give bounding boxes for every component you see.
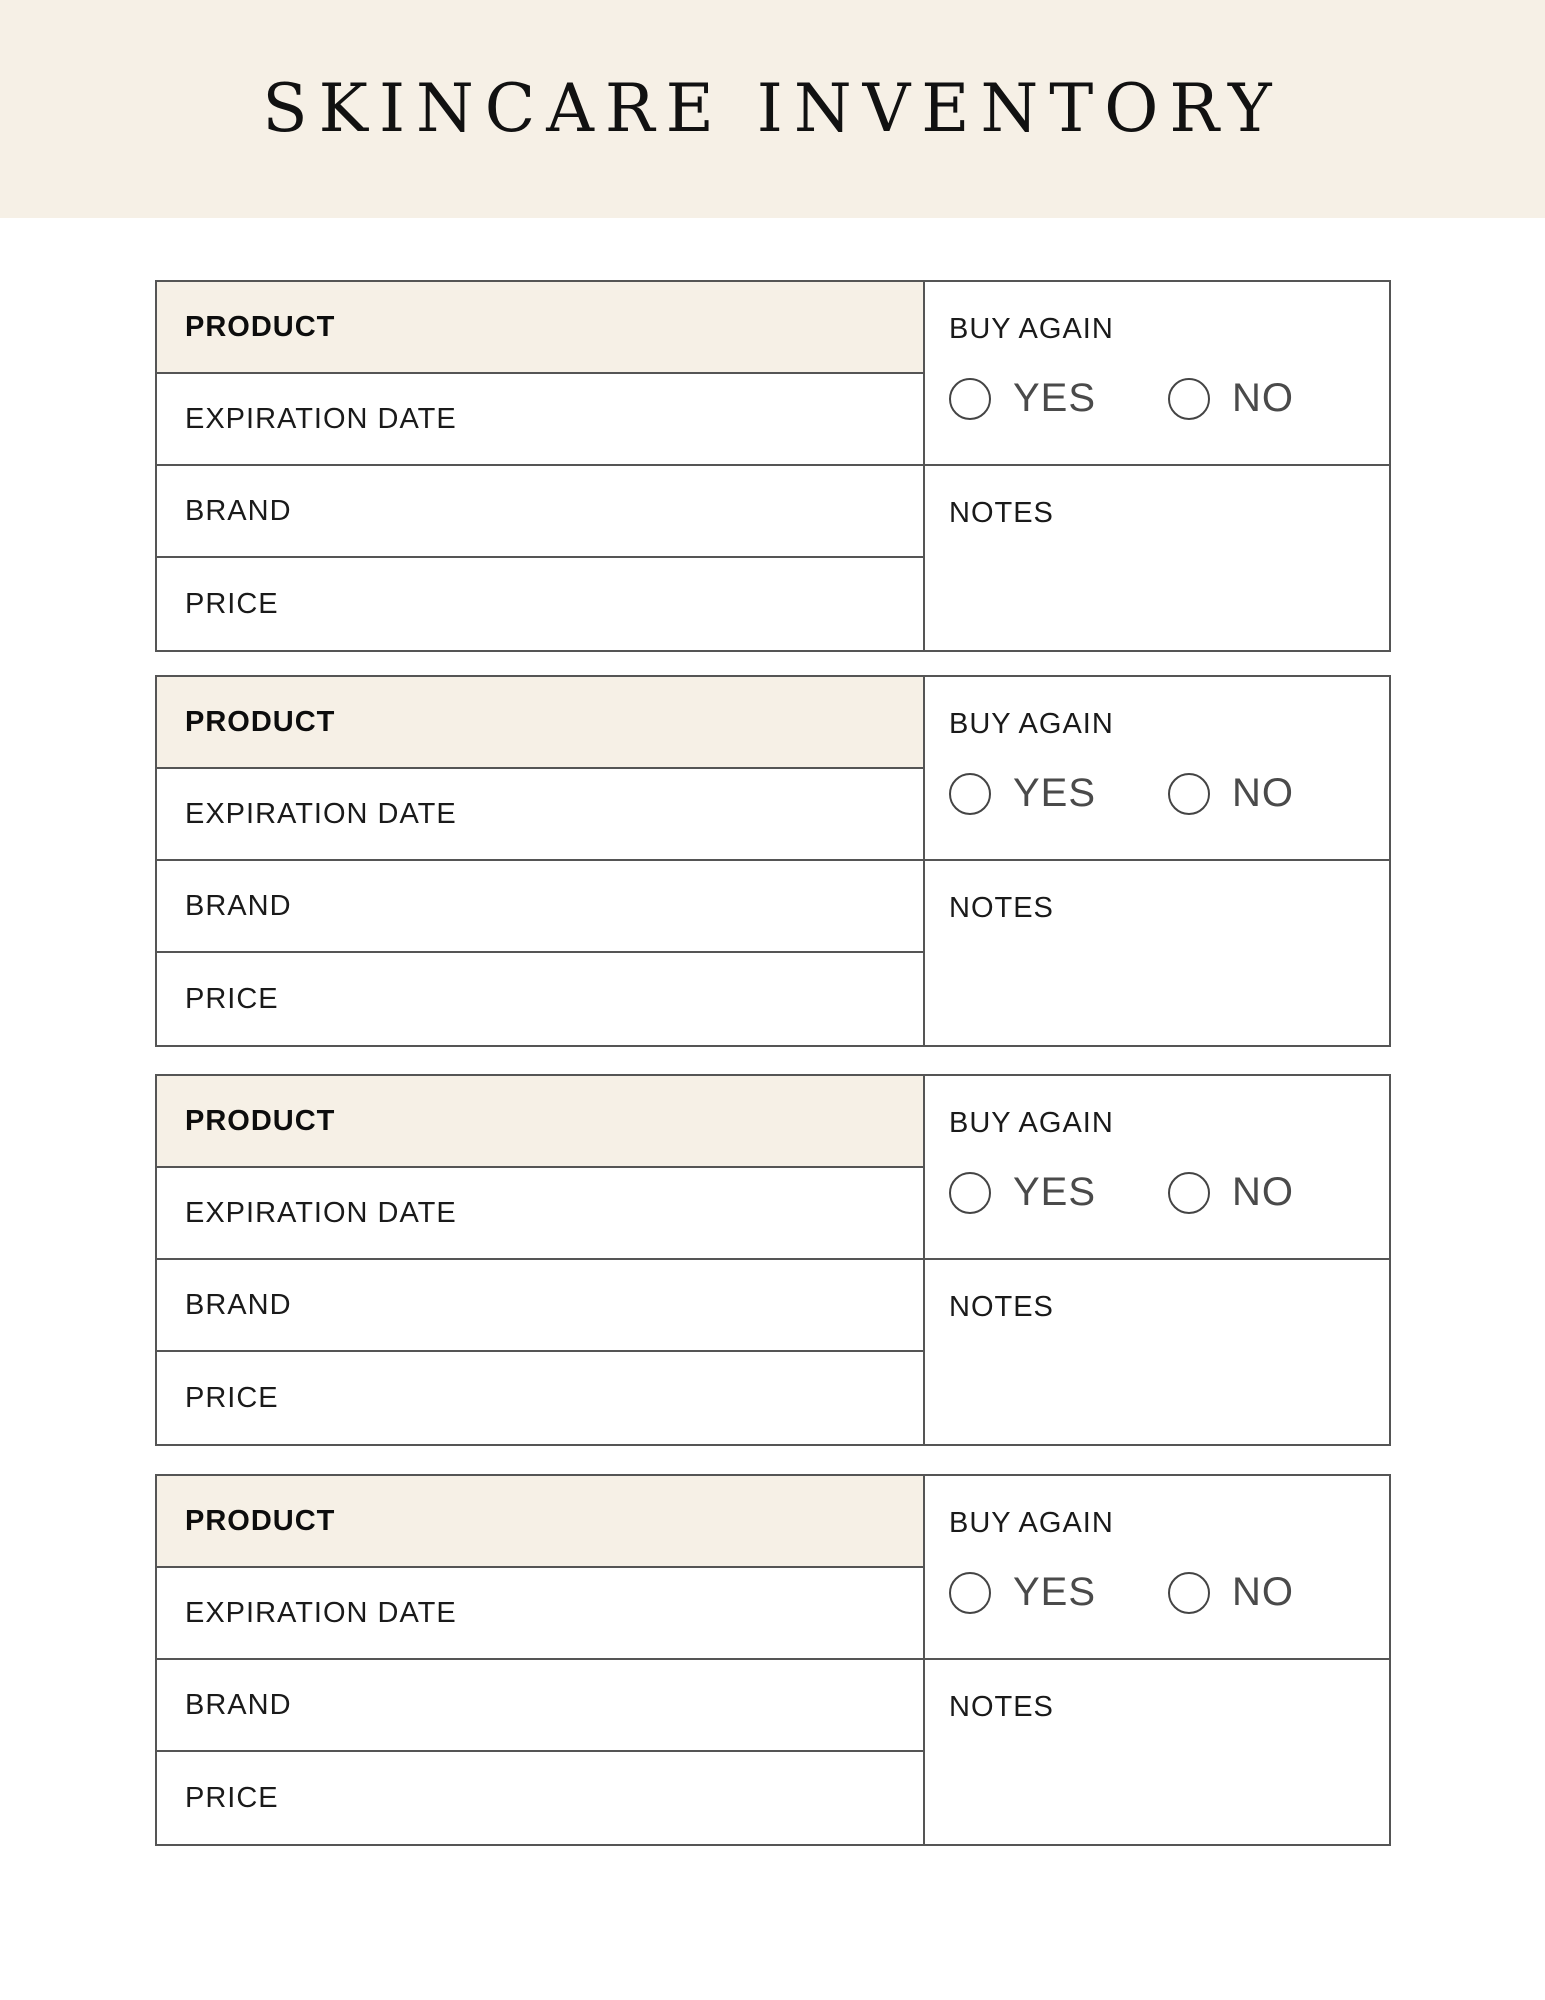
product-label: PRODUCT [185, 1104, 336, 1137]
card-side [925, 1076, 1389, 1444]
brand-label: BRAND [185, 889, 292, 922]
buy-again-options [949, 376, 1366, 421]
card-fields [157, 1476, 925, 1844]
card-side [925, 677, 1389, 1045]
expiration-date-label: EXPIRATION DATE [185, 797, 457, 830]
card-fields [157, 1076, 925, 1444]
no-radio[interactable] [1168, 1172, 1210, 1214]
expiration-date-label: EXPIRATION DATE [185, 1196, 457, 1229]
yes-radio[interactable] [949, 1172, 991, 1214]
price-field[interactable] [157, 1352, 923, 1444]
brand-label: BRAND [185, 494, 292, 527]
expiration-date-label: EXPIRATION DATE [185, 402, 457, 435]
no-label: NO [1232, 1570, 1295, 1614]
yes-radio[interactable] [949, 773, 991, 815]
notes-field[interactable] [925, 1660, 1389, 1846]
yes-radio[interactable] [949, 1572, 991, 1614]
yes-option [949, 771, 1096, 816]
card-side [925, 282, 1389, 650]
brand-field[interactable] [157, 861, 923, 953]
buy-again-label: BUY AGAIN [949, 1507, 1114, 1539]
yes-label: YES [1013, 1170, 1097, 1214]
yes-label: YES [1013, 771, 1097, 815]
notes-field[interactable] [925, 1260, 1389, 1446]
price-field[interactable] [157, 1752, 923, 1844]
buy-again-label: BUY AGAIN [949, 1107, 1114, 1139]
product-label: PRODUCT [185, 705, 336, 738]
no-radio[interactable] [1168, 378, 1210, 420]
expiration-date-label: EXPIRATION DATE [185, 1596, 457, 1629]
buy-again-section [925, 1076, 1389, 1260]
price-label: PRICE [185, 1781, 279, 1814]
buy-again-options [949, 1570, 1366, 1615]
buy-again-section [925, 1476, 1389, 1660]
product-label: PRODUCT [185, 1504, 336, 1537]
product-field[interactable] [157, 677, 923, 769]
inventory-card [155, 1074, 1391, 1446]
expiration-date-field[interactable] [157, 1168, 923, 1260]
notes-label: NOTES [949, 892, 1054, 924]
yes-option [949, 1170, 1096, 1215]
price-field[interactable] [157, 953, 923, 1045]
product-field[interactable] [157, 282, 923, 374]
price-label: PRICE [185, 982, 279, 1015]
buy-again-section [925, 677, 1389, 861]
brand-label: BRAND [185, 1288, 292, 1321]
buy-again-label: BUY AGAIN [949, 708, 1114, 740]
inventory-card [155, 1474, 1391, 1846]
notes-field[interactable] [925, 466, 1389, 652]
expiration-date-field[interactable] [157, 1568, 923, 1660]
brand-field[interactable] [157, 466, 923, 558]
no-radio[interactable] [1168, 1572, 1210, 1614]
notes-label: NOTES [949, 1691, 1054, 1723]
yes-option [949, 376, 1096, 421]
yes-label: YES [1013, 376, 1097, 420]
card-fields [157, 677, 925, 1045]
inventory-card [155, 675, 1391, 1047]
no-label: NO [1232, 1170, 1295, 1214]
no-option [1168, 771, 1294, 816]
card-side [925, 1476, 1389, 1844]
expiration-date-field[interactable] [157, 374, 923, 466]
buy-again-label: BUY AGAIN [949, 313, 1114, 345]
buy-again-options [949, 1170, 1366, 1215]
no-label: NO [1232, 376, 1295, 420]
price-label: PRICE [185, 587, 279, 620]
brand-field[interactable] [157, 1660, 923, 1752]
no-option [1168, 1170, 1294, 1215]
notes-label: NOTES [949, 1291, 1054, 1323]
no-option [1168, 1570, 1294, 1615]
card-fields [157, 282, 925, 650]
yes-option [949, 1570, 1096, 1615]
price-label: PRICE [185, 1381, 279, 1414]
brand-label: BRAND [185, 1688, 292, 1721]
yes-label: YES [1013, 1570, 1097, 1614]
product-field[interactable] [157, 1076, 923, 1168]
no-label: NO [1232, 771, 1295, 815]
yes-radio[interactable] [949, 378, 991, 420]
inventory-card [155, 280, 1391, 652]
expiration-date-field[interactable] [157, 769, 923, 861]
buy-again-section [925, 282, 1389, 466]
page-title: SKINCARE INVENTORY [262, 70, 1283, 147]
notes-field[interactable] [925, 861, 1389, 1047]
header-banner [0, 0, 1545, 218]
product-label: PRODUCT [185, 310, 336, 343]
no-option [1168, 376, 1294, 421]
product-field[interactable] [157, 1476, 923, 1568]
buy-again-options [949, 771, 1366, 816]
no-radio[interactable] [1168, 773, 1210, 815]
brand-field[interactable] [157, 1260, 923, 1352]
notes-label: NOTES [949, 497, 1054, 529]
price-field[interactable] [157, 558, 923, 650]
